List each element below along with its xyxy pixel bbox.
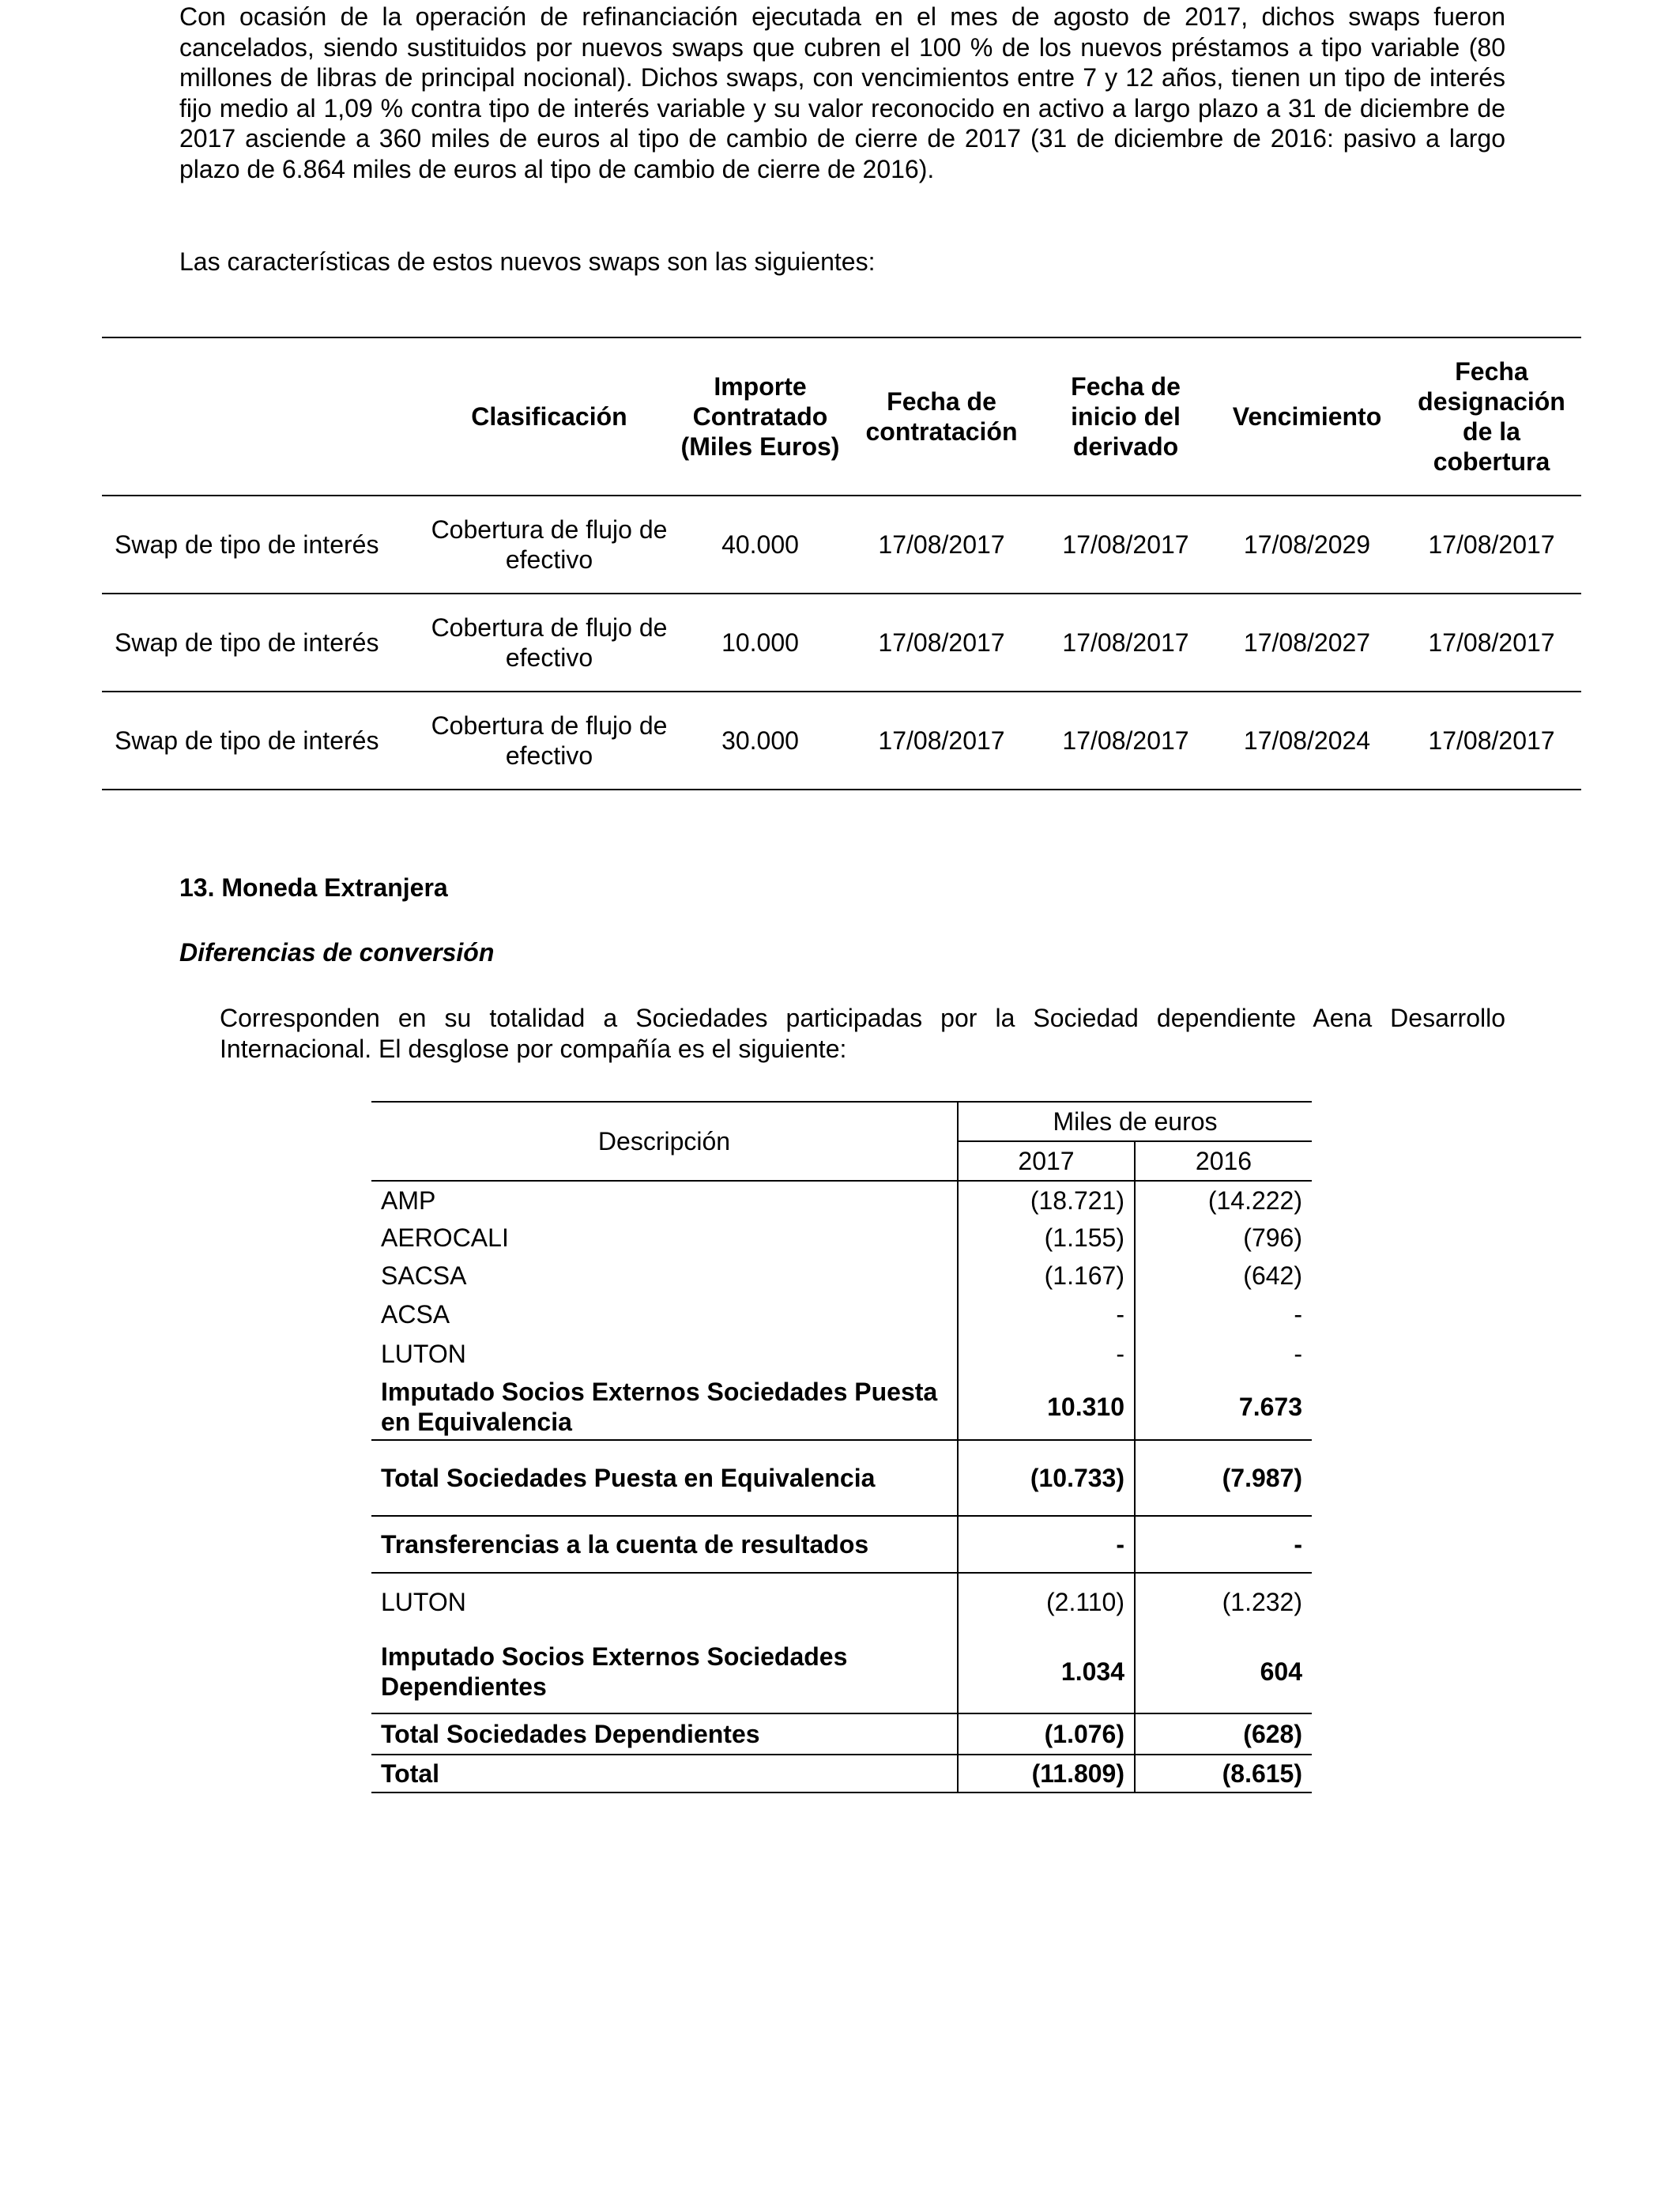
conversion-row-2017: 10.310 — [958, 1374, 1135, 1440]
conversion-row-label: Total Sociedades Dependientes — [381, 1720, 760, 1748]
conversion-row-label: AEROCALI — [381, 1223, 509, 1252]
swap-table — [102, 337, 1581, 790]
conversion-row-2017: (1.167) — [958, 1257, 1135, 1295]
conversion-row-2017: (1.076) — [958, 1713, 1135, 1755]
conversion-row-label: Imputado Socios Externos Sociedades Dependientes — [381, 1642, 848, 1701]
conversion-row-2016: 604 — [1135, 1630, 1312, 1713]
swap-cell-vencimiento: 17/08/2027 — [1212, 594, 1402, 692]
table-row — [371, 1573, 1312, 1630]
conversion-row-label: LUTON — [381, 1340, 466, 1368]
conversion-row-2017: 1.034 — [958, 1630, 1135, 1713]
section-heading: 13. Moneda Extranjera — [179, 873, 448, 902]
conversion-row-2017: - — [958, 1295, 1135, 1334]
conversion-row-label: AMP — [381, 1186, 436, 1215]
conversion-row-2017: (10.733) — [958, 1440, 1135, 1516]
conversion-row-label: SACSA — [381, 1261, 467, 1290]
swap-cell-fecha-contratacion: 17/08/2017 — [844, 496, 1039, 594]
swap-header-importe: Importe Contratado (Miles Euros) — [676, 337, 844, 496]
swap-cell-importe: 30.000 — [676, 692, 844, 790]
conversion-header-unit: Miles de euros — [958, 1102, 1312, 1141]
conversion-row-label: ACSA — [381, 1300, 450, 1329]
table-row — [371, 1181, 1312, 1219]
conversion-row-2016: - — [1135, 1516, 1312, 1573]
swap-cell-fecha-contratacion: 17/08/2017 — [844, 692, 1039, 790]
conversion-header-2017: 2017 — [958, 1141, 1135, 1181]
swap-header-fecha-contratacion: Fecha de contratación — [844, 337, 1039, 496]
conversion-row-2017: (11.809) — [958, 1755, 1135, 1793]
conversion-row-2016: (796) — [1135, 1219, 1312, 1257]
table-row — [371, 1713, 1312, 1755]
conversion-row-label: Transferencias a la cuenta de resultados — [381, 1530, 869, 1559]
swap-cell-importe: 40.000 — [676, 496, 844, 594]
swap-header-blank — [102, 337, 422, 496]
conversion-row-2016: (628) — [1135, 1713, 1312, 1755]
conversion-row-2016: (642) — [1135, 1257, 1312, 1295]
conversion-row-label: Imputado Socios Externos Sociedades Puesta en Equivalencia — [381, 1377, 938, 1436]
swap-cell-fecha-designacion: 17/08/2017 — [1402, 496, 1581, 594]
conversion-row-2016: (14.222) — [1135, 1181, 1312, 1219]
table-row — [371, 1334, 1312, 1374]
swap-cell-clasificacion: Cobertura de flujo de efectivo — [422, 594, 676, 692]
conversion-row-label: Total — [381, 1759, 440, 1788]
swap-header-clasificacion: Clasificación — [422, 337, 676, 496]
conversion-row-2016: (7.987) — [1135, 1440, 1312, 1516]
swap-table-header-row — [102, 337, 1581, 496]
swap-cell-type: Swap de tipo de interés — [102, 594, 422, 692]
swap-cell-vencimiento: 17/08/2024 — [1212, 692, 1402, 790]
conversion-header-row — [371, 1102, 1312, 1141]
conversion-paragraph: Corresponden en su totalidad a Sociedades participadas por la Sociedad dependiente Aena Desarrollo Internacional. El desglose por compañía es el siguiente: — [220, 1004, 1505, 1063]
swap-header-fecha-inicio: Fecha de inicio del derivado — [1039, 337, 1212, 496]
table-row — [371, 1374, 1312, 1440]
swap-cell-vencimiento: 17/08/2029 — [1212, 496, 1402, 594]
conversion-row-2016: - — [1135, 1295, 1312, 1334]
swap-cell-fecha-contratacion: 17/08/2017 — [844, 594, 1039, 692]
swap-cell-type: Swap de tipo de interés — [102, 496, 422, 594]
conversion-row-2016: (8.615) — [1135, 1755, 1312, 1793]
conversion-row-2016: 7.673 — [1135, 1374, 1312, 1440]
swap-cell-fecha-inicio: 17/08/2017 — [1039, 692, 1212, 790]
swap-cell-fecha-designacion: 17/08/2017 — [1402, 692, 1581, 790]
swap-cell-fecha-designacion: 17/08/2017 — [1402, 594, 1581, 692]
swap-cell-fecha-inicio: 17/08/2017 — [1039, 594, 1212, 692]
swap-cell-clasificacion: Cobertura de flujo de efectivo — [422, 496, 676, 594]
conversion-row-2017: - — [958, 1334, 1135, 1374]
table-row — [371, 1295, 1312, 1334]
table-row — [371, 1257, 1312, 1295]
conversion-row-2017: (18.721) — [958, 1181, 1135, 1219]
swap-cell-fecha-inicio: 17/08/2017 — [1039, 496, 1212, 594]
swaps-intro-text: Las características de estos nuevos swaps son las siguientes: — [179, 247, 876, 276]
conversion-header-descripcion: Descripción — [371, 1102, 958, 1181]
conversion-row-label: Total Sociedades Puesta en Equivalencia — [381, 1464, 876, 1492]
table-row — [371, 1516, 1312, 1573]
table-row — [371, 1219, 1312, 1257]
swap-header-fecha-designacion: Fecha designación de la cobertura — [1402, 337, 1581, 496]
swap-cell-clasificacion: Cobertura de flujo de efectivo — [422, 692, 676, 790]
intro-paragraph: Con ocasión de la operación de refinanciación ejecutada en el mes de agosto de 2017, dichos swaps fueron cancelados, siendo sustituidos por nuevos swaps que cubren el 100 % de los nuevos préstamos a tipo variable (80 millones de libras de principal nocional). Dichos swaps, con vencimientos entre 7 y 12 años, tienen un tipo de interés fijo medio al 1,09 % contra tipo de interés variable y su valor reconocido en activo a largo plazo a 31 de diciembre de 2017 asciende a 360 miles de euros al tipo de cambio de cierre de 2017 (31 de diciembre de 2016: pasivo a largo plazo de 6.864 miles de euros al tipo de cambio de cierre de 2016). — [179, 2, 1505, 183]
table-row — [371, 1440, 1312, 1516]
table-row — [371, 1755, 1312, 1793]
conversion-table — [371, 1101, 1312, 1793]
subsection-heading: Diferencias de conversión — [179, 938, 495, 967]
table-row — [102, 692, 1581, 790]
conversion-row-2017: - — [958, 1516, 1135, 1573]
conversion-row-2017: (2.110) — [958, 1573, 1135, 1630]
conversion-row-label: LUTON — [381, 1587, 466, 1616]
conversion-row-2016: (1.232) — [1135, 1573, 1312, 1630]
conversion-header-2016: 2016 — [1135, 1141, 1312, 1181]
table-row — [371, 1630, 1312, 1713]
conversion-row-2017: (1.155) — [958, 1219, 1135, 1257]
table-row — [102, 496, 1581, 594]
table-row — [102, 594, 1581, 692]
conversion-row-2016: - — [1135, 1334, 1312, 1374]
swap-cell-type: Swap de tipo de interés — [102, 692, 422, 790]
swap-header-vencimiento: Vencimiento — [1212, 337, 1402, 496]
swap-cell-importe: 10.000 — [676, 594, 844, 692]
